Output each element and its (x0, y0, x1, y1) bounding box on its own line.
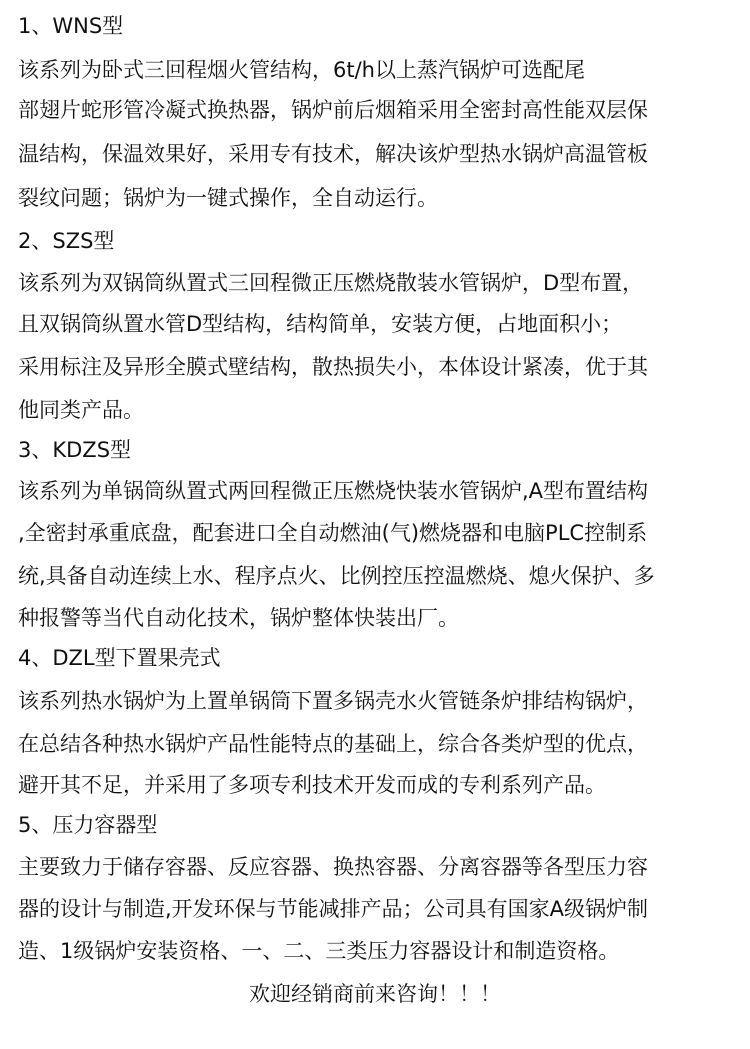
section-2-line-1: 该系列为双锅筒纵置式三回程微正压燃烧散装水管锅炉，D型布置， (18, 271, 644, 295)
section-1-line-4: 裂纹问题；锅炉为一键式操作，全自动运行。 (18, 186, 438, 210)
section-2-line-3: 采用标注及异形全膜式壁结构，散热损失小，本体设计紧凑，优于其 (18, 355, 648, 379)
section-1-line-3: 温结构，保温效果好，采用专有技术，解决该炉型热水锅炉高温管板 (18, 142, 648, 166)
section-3-line-2: ,全密封承重底盘，配套进口全自动燃油(气)燃烧器和电脑PLC控制系 (18, 521, 648, 545)
section-5-line-1: 主要致力于储存容器、反应容器、换热容器、分离容器等各型压力容 (18, 855, 648, 879)
section-1-line-2: 部翅片蛇形管冷凝式换热器，锅炉前后烟箱采用全密封高性能双层保 (18, 98, 648, 122)
section-3-heading: 3、KDZS型 (18, 438, 132, 462)
section-4-line-1: 该系列热水锅炉为上置单锅筒下置多锅壳水火管链条炉排结构锅炉， (18, 689, 648, 713)
section-5-heading: 5、压力容器型 (18, 813, 158, 837)
section-4-line-2: 在总结各种热水锅炉产品性能特点的基础上，综合各类炉型的优点， (18, 732, 648, 756)
section-5-line-3: 造、1级锅炉安装资格、一、二、三类压力容器设计和制造资格。 (18, 939, 620, 963)
section-4-heading: 4、DZL型下置果壳式 (18, 646, 221, 670)
section-2-heading: 2、SZS型 (18, 229, 115, 253)
section-5-line-2: 器的设计与制造,开发环保与节能减排产品；公司具有国家A级锅炉制 (18, 897, 649, 921)
section-3-line-3: 统,具备自动连续上水、程序点火、比例控压控温燃烧、熄火保护、多 (18, 564, 655, 588)
section-3-line-4: 种报警等当代自动化技术，锅炉整体快装出厂。 (18, 606, 459, 630)
section-1-heading: 1、WNS型 (18, 14, 124, 38)
closing-invitation: 欢迎经销商前来咨询！！！ (249, 982, 501, 1006)
section-1-line-1: 该系列为卧式三回程烟火管结构，6t/h以上蒸汽锅炉可选配尾 (18, 58, 585, 82)
section-2-line-2: 且双锅筒纵置水管D型结构，结构简单，安装方便，占地面积小； (18, 312, 623, 336)
section-2-line-4: 他同类产品。 (18, 398, 144, 422)
section-3-line-1: 该系列为单锅筒纵置式两回程微正压燃烧快装水管锅炉,A型布置结构 (18, 479, 649, 503)
section-4-line-3: 避开其不足，并采用了多项专利技术开发而成的专利系列产品。 (18, 773, 606, 797)
